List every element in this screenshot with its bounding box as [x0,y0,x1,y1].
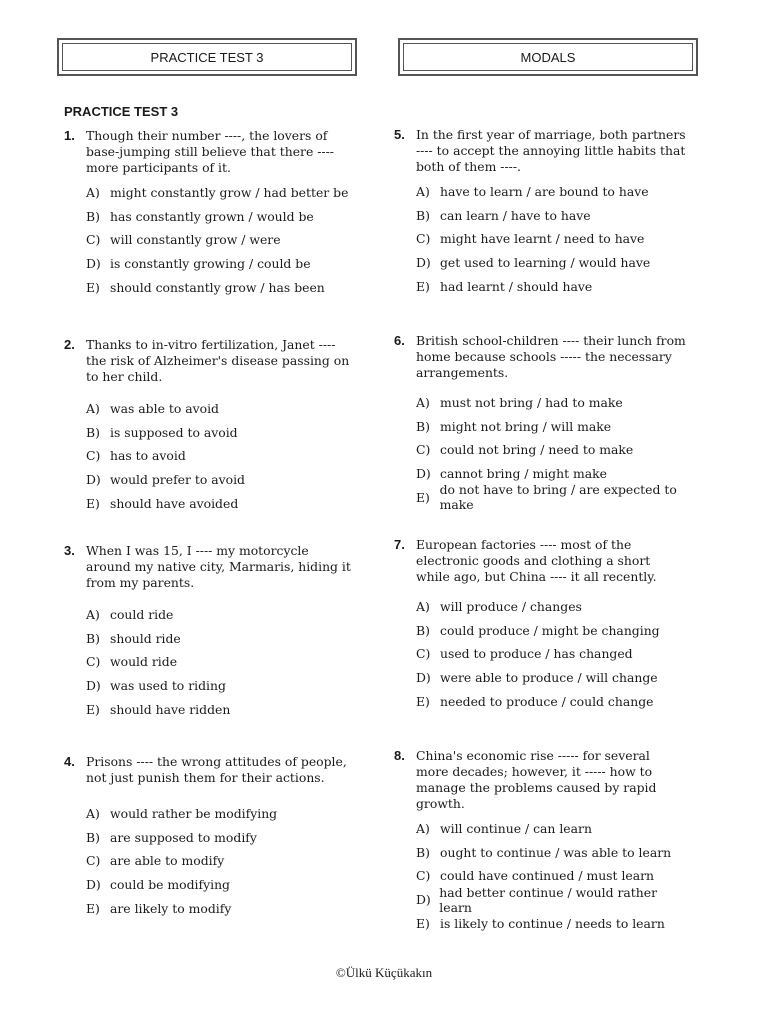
option-text: are able to modify [110,853,225,869]
option-letter: B) [416,207,430,223]
option-d[interactable] [86,468,356,492]
option-text: is likely to continue / needs to learn [440,915,665,931]
question-text: Though their number ----, the lovers of base-jumping still believe that there ---- more participants of it. [86,128,334,175]
option-c[interactable] [416,642,686,666]
option-text: do not have to bring / are expected to make [439,482,677,513]
option-e[interactable] [416,689,686,713]
option-text: would ride [110,654,178,670]
question-5 [394,127,686,314]
option-e[interactable] [86,896,356,920]
option-a[interactable] [86,397,356,421]
question-text: In the first year of marriage, both partners ---- to accept the annoying little habits that both of them ----. [416,127,686,174]
question-number: 6. [394,333,405,348]
option-letter: C) [86,853,101,869]
option-letter: E) [416,915,430,931]
option-text: has constantly grown / would be [110,208,314,224]
option-letter: D) [86,256,101,272]
option-text: could produce / might be changing [440,622,660,638]
option-letter: E) [416,489,430,505]
question-text: Thanks to in-vitro fertilization, Janet ---- the risk of Alzheimer's disease passing on to her child. [86,337,350,384]
option-b[interactable] [416,619,686,643]
option-text: is constantly growing / could be [110,256,311,272]
question-8 [394,748,686,951]
option-text: had better continue / would rather learn [439,884,658,915]
option-c[interactable] [86,444,356,468]
header-label-left: PRACTICE TEST 3 [62,43,352,71]
option-d[interactable] [416,884,686,915]
option-a[interactable] [86,181,356,205]
option-text: was able to avoid [110,401,219,417]
option-c[interactable] [86,228,356,252]
option-text: might not bring / will make [440,418,612,434]
option-text: used to produce / has changed [440,646,633,662]
option-b[interactable] [416,204,686,228]
option-c[interactable] [416,227,686,251]
options-list [416,391,710,513]
option-letter: C) [416,442,431,458]
option-letter: B) [86,630,100,646]
option-letter: E) [416,278,430,294]
option-letter: B) [416,844,430,860]
option-a[interactable] [416,180,686,204]
option-text: would prefer to avoid [110,472,245,488]
option-a[interactable] [86,603,356,627]
header-label-right: MODALS [403,43,693,71]
question-text: European factories ---- most of the electronic goods and clothing a short while ago, but China ---- it all recently. [416,537,657,584]
option-c[interactable] [86,650,356,674]
option-text: should ride [110,630,181,646]
option-e[interactable] [416,274,686,298]
option-letter: B) [416,622,430,638]
option-text: have to learn / are bound to have [440,184,649,200]
question-number: 5. [394,127,405,142]
option-letter: A) [416,395,430,411]
question-number: 7. [394,537,405,552]
question-number: 1. [64,128,75,143]
option-text: cannot bring / might make [440,466,607,482]
question-1 [64,128,356,315]
option-text: could have continued / must learn [440,868,655,884]
option-a[interactable] [416,595,686,619]
option-d[interactable] [86,252,356,276]
option-letter: C) [86,232,101,248]
option-text: can learn / have to have [440,207,591,223]
option-letter: D) [86,877,101,893]
option-letter: C) [416,646,431,662]
option-letter: B) [416,418,430,434]
options-list [86,603,356,721]
option-letter: A) [86,607,100,623]
section-title: PRACTICE TEST 3 [64,104,179,119]
option-text: are supposed to modify [110,829,257,845]
question-number: 3. [64,543,75,558]
option-letter: C) [86,654,101,670]
option-letter: D) [416,466,431,482]
option-letter: A) [86,401,100,417]
option-text: could not bring / need to make [440,442,634,458]
option-text: could be modifying [110,877,230,893]
question-4 [64,754,356,936]
options-list [86,802,356,920]
option-text: should constantly grow / has been [110,279,325,295]
option-letter: A) [86,806,100,822]
option-text: might constantly grow / had better be [110,185,349,201]
option-text: were able to produce / will change [440,670,658,686]
option-letter: B) [86,829,100,845]
option-letter: D) [416,255,431,271]
option-text: ought to continue / was able to learn [440,844,672,860]
option-letter: D) [86,472,101,488]
question-2 [64,337,356,531]
option-letter: E) [86,279,100,295]
option-letter: A) [86,185,100,201]
option-d[interactable] [86,873,356,897]
option-text: get used to learning / would have [440,255,651,271]
option-text: must not bring / had to make [440,395,623,411]
question-7 [394,537,686,729]
copyright-footer: ©Ülkü Küçükakın [335,965,433,980]
option-e[interactable] [86,697,356,721]
option-c[interactable] [416,438,710,462]
options-list [86,397,356,515]
option-b[interactable] [86,421,356,445]
option-letter: A) [416,821,430,837]
option-letter: E) [416,693,430,709]
option-text: will continue / can learn [440,821,592,837]
option-d[interactable] [416,666,686,690]
question-text: When I was 15, I ---- my motorcycle around my native city, Marmaris, hiding it from my parents. [86,543,351,590]
options-list [416,180,686,298]
option-letter: C) [416,231,431,247]
option-letter: C) [86,448,101,464]
option-text: has to avoid [110,448,186,464]
option-e[interactable] [416,482,710,513]
question-text: Prisons ---- the wrong attitudes of people, not just punish them for their actions. [86,754,347,785]
option-b[interactable] [416,415,710,439]
question-number: 2. [64,337,75,352]
header-box-right [398,38,698,76]
question-number: 8. [394,748,405,763]
question-text: British school-children ---- their lunch from home because schools ----- the necessary arrangements. [416,333,686,380]
option-d[interactable] [416,251,686,275]
options-list [86,181,356,299]
option-a[interactable] [416,817,686,841]
option-letter: D) [86,678,101,694]
question-text: China's economic rise ----- for several more decades; however, it ----- how to manage the problems caused by rapid growth. [416,748,657,811]
option-letter: A) [416,184,430,200]
option-e[interactable] [416,911,686,935]
question-3 [64,543,356,737]
option-letter: D) [416,670,431,686]
option-e[interactable] [86,491,356,515]
option-b[interactable] [86,205,356,229]
option-text: will produce / changes [440,599,582,615]
option-letter: E) [86,495,100,511]
question-number: 4. [64,754,75,769]
option-a[interactable] [416,391,710,415]
option-d[interactable] [86,674,356,698]
option-letter: C) [416,868,431,884]
option-text: are likely to modify [110,900,232,916]
option-c[interactable] [86,849,356,873]
header-box-left [57,38,357,76]
option-b[interactable] [416,841,686,865]
option-b[interactable] [86,627,356,651]
question-6 [394,333,710,525]
option-text: should have avoided [110,495,239,511]
option-text: is supposed to avoid [110,424,238,440]
option-letter: D) [416,892,431,908]
option-text: should have ridden [110,701,231,717]
option-text: had learnt / should have [440,278,593,294]
option-e[interactable] [86,275,356,299]
option-letter: B) [86,208,100,224]
option-b[interactable] [86,826,356,850]
options-list [416,817,686,935]
option-letter: E) [86,701,100,717]
option-letter: A) [416,599,430,615]
options-list [416,595,686,713]
option-letter: B) [86,424,100,440]
option-text: needed to produce / could change [440,693,654,709]
option-text: might have learnt / need to have [440,231,645,247]
option-text: will constantly grow / were [110,232,281,248]
option-text: would rather be modifying [110,806,278,822]
option-letter: E) [86,900,100,916]
option-text: could ride [110,607,174,623]
option-text: was used to riding [110,678,226,694]
option-a[interactable] [86,802,356,826]
